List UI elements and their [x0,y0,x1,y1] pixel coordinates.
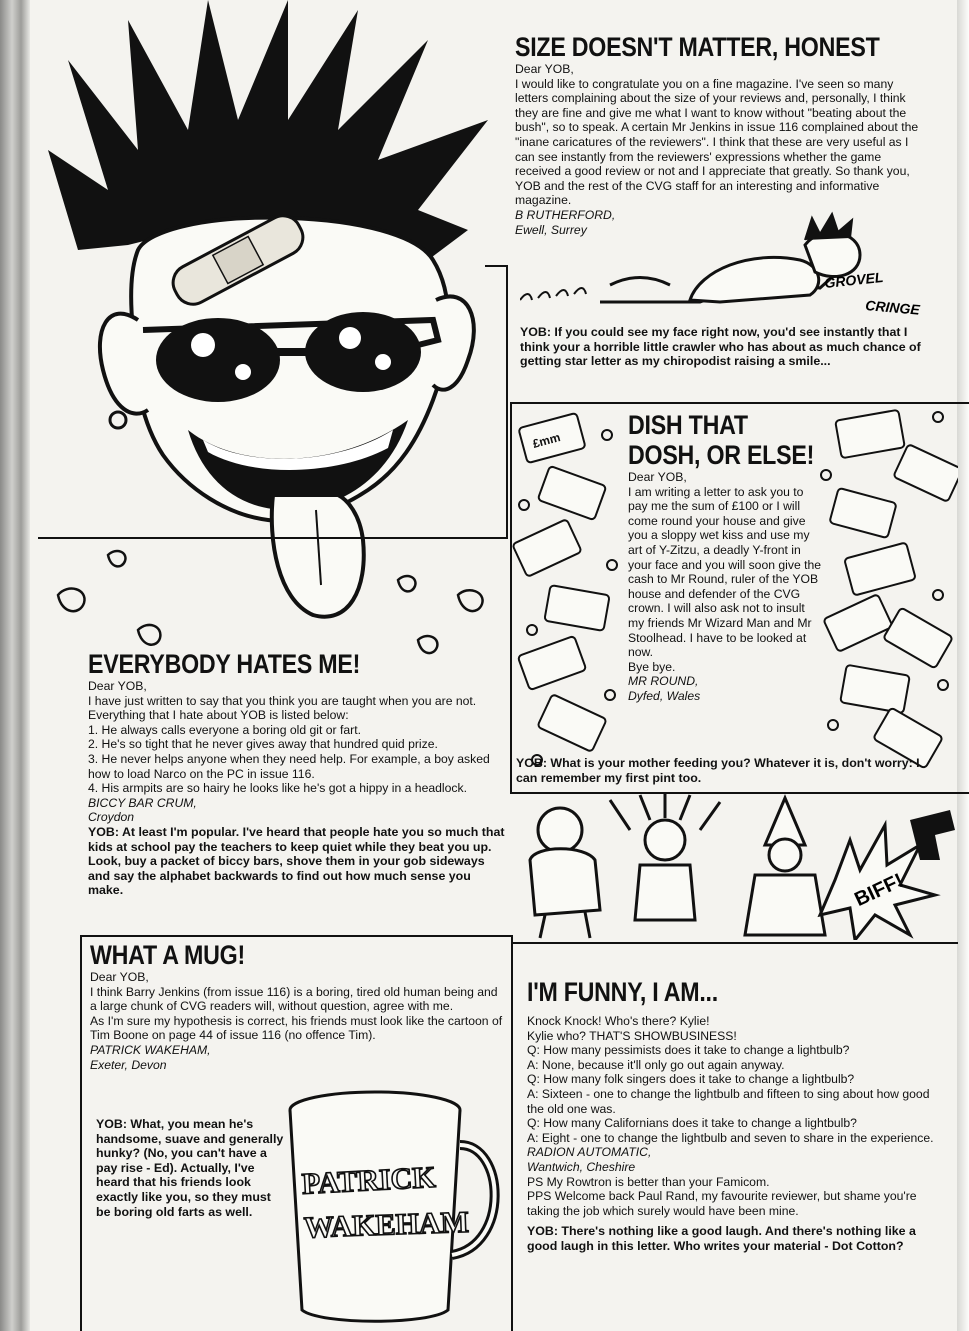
money-note-label: £mm [531,430,562,451]
letter-title: WHAT A MUG! [90,940,245,970]
letter-signature-place: Ewell, Surrey [515,222,587,237]
yob-reply-hates: YOB: At least I'm popular. I've heard that people hate you so much that kids at school pay the teachers to keep quiet while they beat you up. Look, buy a packet of biccy bars, shove them in your gob sideways and say the alphabet backwards to find out how much sense you make. [88,824,505,898]
joke-line: A: None, because it'll only go out again anyway. [527,1057,785,1072]
section-divider [506,265,508,538]
letter-body: I am writing a letter to ask you to pay me the sum of £100 or I will come round your house and give you a sloppy wet kiss and use my art of Y-Zitzu, a deadly Y-front in your face and you will soon give the cash to Mr Round, ruler of the YOB house and defender of the CVG crown. I will also ask not to insult my friends Mr Wizard Man and Mr Stoolhead. I have to be looked at now. [628,484,822,660]
letter-title: I'M FUNNY, I AM... [527,977,718,1007]
letter-im-funny [527,975,937,1254]
section-divider [485,265,508,267]
joke-line: Kylie who? THAT'S SHOWBUSINESS! [527,1028,737,1043]
joke-line: A: Sixteen - one to change the lightbulb and fifteen to sing about how good the old one was. [527,1086,930,1116]
joke-line: A: Eight - one to change the lightbulb and seven to share in the experience. [527,1130,934,1145]
postscript: PPS Welcome back Paul Rand, my favourite reviewer, but shame you're taking the job which surely would have been mine. [527,1189,917,1218]
postscript: PS My Rowtron is better than your Famicom. [527,1174,770,1189]
complaint-item-4: 4. His armpits are so hairy he looks like he's got a hippy in a headlock. [88,781,467,796]
grovelling-reader-cartoon [520,210,960,322]
letter-signature-name: BICCY BAR CRUM, [88,795,197,810]
letter-intro: I have just written to say that you think you are taught when you are not. Everything that I hate about YOB is listed below: [88,693,477,723]
letter-dish-that-dosh [628,410,823,704]
letter-greeting: Dear YOB, [628,470,687,484]
mug-illustration [280,1085,510,1325]
letter-signature-place: Dyfed, Wales [628,688,701,703]
mug-text-line2: WAKEHAM [303,1205,470,1245]
letter-body: I would like to congratulate you on a fine magazine. I've seen so many letters complaining about the size of your reviews and, personally, I think they are fine and give me what I want to know without "beating about the bush", so to speak. A certain Mr Jenkins in issue 116 complained about the "inane caricatures of the reviewers". I think that these are very useful as I can see instantly from the reviewers' expressions whether the game received a good review or not and I appreciate that greatly. So thank you, YOB and the rest of the CVG staff for an interesting and informative magazine. [515,76,919,208]
letter-signature-name: RADION AUTOMATIC, [527,1145,652,1160]
joke-line: Knock Knock! Who's there? Kylie! [527,1014,710,1028]
complaint-item-3: 3. He never helps anyone when they need help. For example, a boy asked how to load Narco on the PC in issue 116. [88,751,490,781]
letter-signature-place: Exeter, Devon [90,1057,167,1072]
complaint-item-2: 2. He's so tight that he never gives away that hundred quid prize. [88,737,438,752]
letter-everybody-hates-me [88,650,508,898]
joke-line: Q: How many folk singers does it take to change a lightbulb? [527,1072,855,1087]
yob-reply-funny: YOB: There's nothing like a good laugh. And there's nothing like a good laugh in this letter. Who writes your material - Dot Cotton? [527,1224,916,1253]
section-divider [38,537,508,539]
yob-reply-mug: YOB: What, you mean he's handsome, suave and generally hunky? (No, you can't have a pay rise - Ed). Actually, I've heard that his friends look exactly like you, so they must be boring old farts as well. [96,1117,284,1219]
letter-greeting: Dear YOB, [515,62,574,76]
joke-line: Q: How many pessimists does it take to change a lightbulb? [527,1043,850,1058]
letter-what-a-mug [90,941,505,1072]
letter-title: EVERYBODY HATES ME! [88,649,361,679]
letter-body: I think Barry Jenkins (from issue 116) is a boring, tired old human being and a large chunk of CVG readers will, without question, agree with me. [90,984,498,1014]
yob-reply-size: YOB: If you could see my face right now, you'd see instantly that I think your a horrible little crawler who has about as much chance of getting star letter as my chiropodist raising a smile... [520,325,921,369]
yob-reply-dosh: YOB: What is your mother feeding you? Whatever it is, don't worry: I can remember my first pint too. [516,756,920,785]
magazine-binding [0,0,30,1331]
letter-signature-name: PATRICK WAKEHAM, [90,1042,211,1057]
letter-closing: Bye bye. [628,659,676,674]
money-notes-left-illustration [512,405,627,785]
letter-signature-name: MR ROUND, [628,674,699,689]
letter-signature-name: B RUTHERFORD, [515,207,616,222]
joke-line: Q: How many Californians does it take to change a lightbulb? [527,1116,857,1131]
section-divider [513,942,958,944]
grovel-caption: GROVEL [823,268,885,291]
letter-greeting: Dear YOB, [88,679,147,693]
fight-cartoon-illustration [515,790,965,940]
yob-caricature-illustration [38,0,508,660]
cringe-caption: CRINGE [864,297,921,318]
mug-text-line1: PATRICK [301,1160,437,1201]
money-notes-right-illustration [818,405,958,785]
letter-body: As I'm sure my hypothesis is correct, his friends must look like the cartoon of Tim Boone on page 44 of issue 116 (no offence Tim). [90,1013,503,1043]
complaint-item-1: 1. He always calls everyone a boring old git or fart. [88,722,361,737]
letter-title: SIZE DOESN'T MATTER, HONEST [515,32,880,62]
letter-greeting: Dear YOB, [90,970,149,984]
letter-title-line1: DISH THAT [628,410,748,440]
letter-signature-place: Croydon [88,810,135,825]
letter-signature-place: Wantwich, Cheshire [527,1159,636,1174]
biff-sound-effect: BIFF! [851,869,907,912]
letter-title-line2: DOSH, OR ELSE! [628,440,815,470]
letter-size-doesnt-matter [515,32,935,237]
